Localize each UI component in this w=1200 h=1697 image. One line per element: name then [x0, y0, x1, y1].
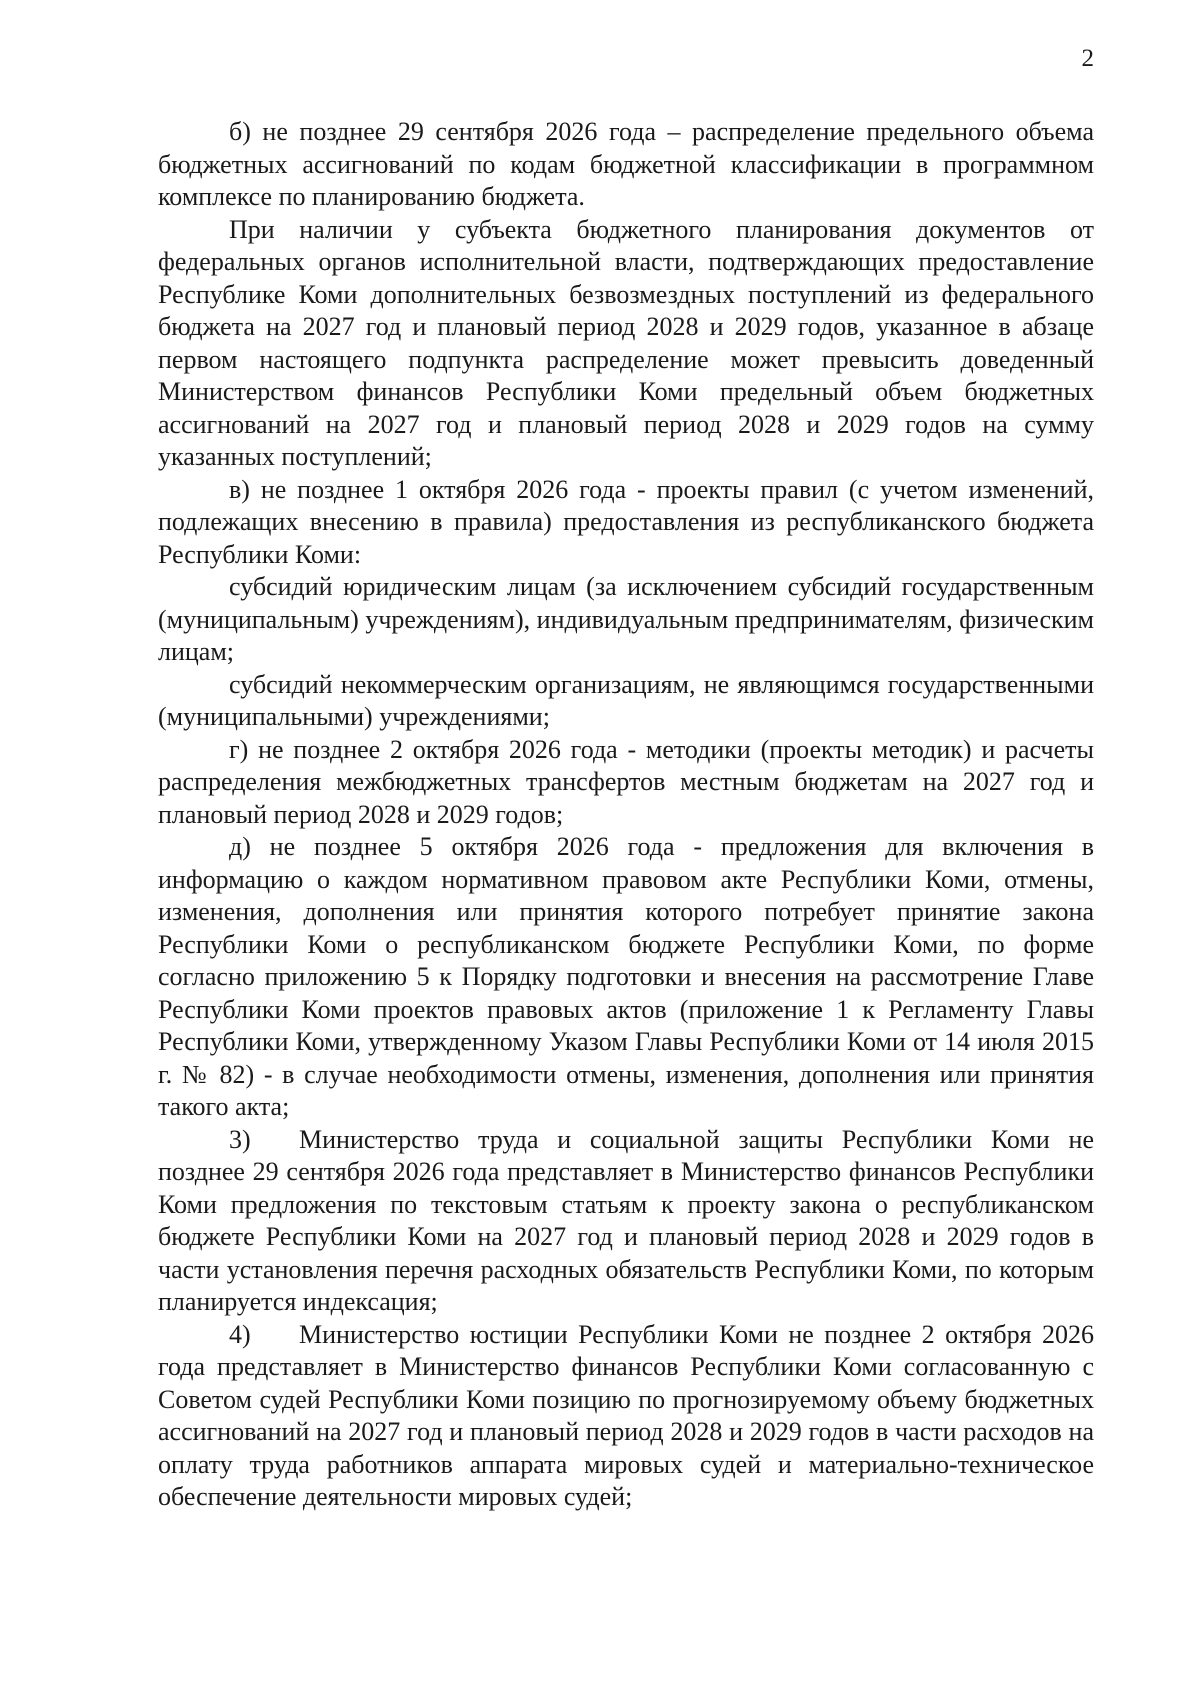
- paragraph-text: д) не позднее 5 октября 2026 года - предложения для включения в информацию о каждом нормативном правовом акте Республики Коми, отмены, изменения, дополнения или принятия которого потребует принятие закона Республики Коми о республиканском бюджете Республики Коми, по форме согласно приложению 5 к Порядку подготовки и внесения на рассмотрение Главе Республики Коми проектов правовых актов (приложение 1 к Регламенту Главы Республики Коми, утвержденному Указом Главы Республики Коми от 14 июля 2015 г. № 82) - в случае необходимости отмены, изменения, дополнения или принятия такого акта;: [158, 832, 1094, 1121]
- paragraph-b: [158, 116, 1094, 214]
- paragraph-text: в) не позднее 1 октября 2026 года - проекты правил (с учетом изменений, подлежащих внесению в правила) предоставления из республиканского бюджета Республики Коми:: [158, 474, 1094, 569]
- paragraph-text: При наличии у субъекта бюджетного планирования документов от федеральных органов исполнительной власти, подтверждающих предоставление Республике Коми дополнительных безвозмездных поступлений из федерального бюджета на 2027 год и плановый период 2028 и 2029 годов, указанное в абзаце первом настоящего подпункта распределение может превысить доведенный Министерством финансов Республики Коми предельный объем бюджетных ассигнований на 2027 год и плановый период 2028 и 2029 годов на сумму указанных поступлений;: [158, 214, 1094, 471]
- paragraph-text: Министерство труда и социальной защиты Республики Коми не позднее 29 сентября 2026 года представляет в Министерство финансов Республики Коми предложения по текстовым статьям к проекту закона о республиканском бюджете Республики Коми на 2027 год и плановый период 2028 и 2029 годов в части установления перечня расходных обязательств Республики Коми, по которым планируется индексация;: [158, 1124, 1094, 1316]
- document-body: [158, 116, 1094, 1514]
- paragraph-v-item-1: [158, 571, 1094, 669]
- paragraph-4: [158, 1319, 1094, 1514]
- page-number: 2: [1081, 45, 1094, 72]
- paragraph-3: [158, 1124, 1094, 1319]
- paragraph-d: [158, 831, 1094, 1124]
- paragraph-g: [158, 734, 1094, 832]
- paragraph-text: субсидий юридическим лицам (за исключением субсидий государственным (муниципальным) учреждениям), индивидуальным предпринимателям, физическим лицам;: [158, 572, 1094, 666]
- paragraph-text: б) не позднее 29 сентября 2026 года – распределение предельного объема бюджетных ассигнований по кодам бюджетной классификации в программном комплексе по планированию бюджета.: [158, 117, 1094, 211]
- paragraph-number: 4): [229, 1319, 251, 1349]
- paragraph-v: [158, 474, 1094, 572]
- paragraph-text: г) не позднее 2 октября 2026 года - методики (проекты методик) и расчеты распределения межбюджетных трансфертов местным бюджетам на 2027 год и плановый период 2028 и 2029 годов;: [158, 734, 1094, 829]
- paragraph-v-item-2: [158, 669, 1094, 734]
- paragraph-text: субсидий некоммерческим организациям, не являющимся государственными (муниципальными) учреждениями;: [158, 669, 1094, 731]
- paragraph-text: Министерство юстиции Республики Коми не позднее 2 октября 2026 года представляет в Министерство финансов Республики Коми согласованную с Советом судей Республики Коми позицию по прогнозируемому объему бюджетных ассигнований на 2027 год и плановый период 2028 и 2029 годов в части расходов на оплату труда работников аппарата мировых судей и материально-техническое обеспечение деятельности мировых судей;: [158, 1319, 1094, 1511]
- paragraph-number: 3): [229, 1124, 251, 1154]
- paragraph-b-note: [158, 214, 1094, 474]
